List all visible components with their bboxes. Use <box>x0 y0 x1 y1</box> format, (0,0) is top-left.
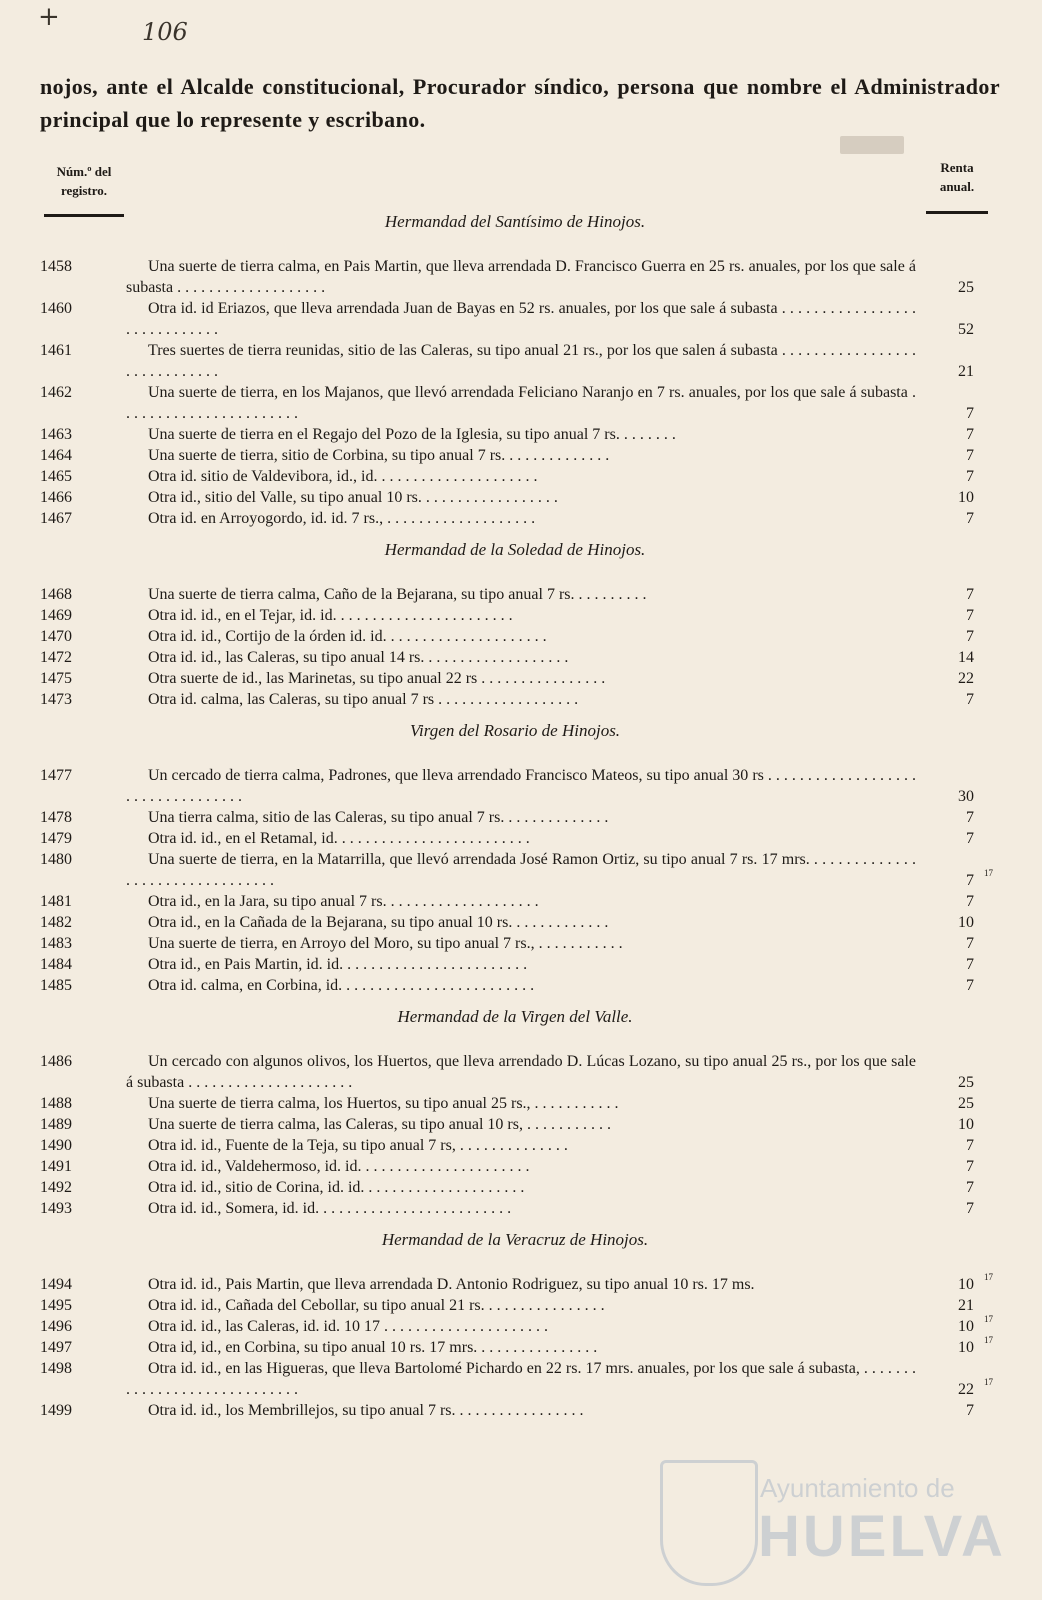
entry-number: 1485 <box>40 977 72 994</box>
register-entry <box>0 1274 1042 1295</box>
entry-rent-amount: 52 <box>958 321 974 338</box>
entry-description: Una tierra calma, sitio de las Caleras, su tipo anual 7 rs. . . . . . . . . . . . . . <box>148 809 609 826</box>
entry-number: 1496 <box>40 1318 72 1335</box>
register-entry <box>0 933 1042 954</box>
entry-description: Otra id. id., las Caleras, id. id. 10 17 . . . . . . . . . . . . . . . . . . . . . <box>148 1318 548 1335</box>
entry-number: 1477 <box>40 767 72 784</box>
entry-description: Una suerte de tierra calma, en Pais Martin, que lleva arrendada D. Francisco Guerra en 25 rs. anuales, por los que sale á subasta . . . . . . . . . . . . . . . . . . . <box>126 258 916 296</box>
entry-rent-amount: 10 <box>958 1116 974 1133</box>
entry-number: 1475 <box>40 670 72 687</box>
entry-rent-maravedis: 17 <box>984 868 993 878</box>
register-entry <box>0 626 1042 647</box>
handwritten-folio-number: 106 <box>142 18 188 46</box>
entry-description: Una suerte de tierra en el Regajo del Pozo de la Iglesia, su tipo anual 7 rs. . . . . . . . <box>148 426 676 443</box>
register-entry <box>0 912 1042 933</box>
entry-rent-amount: 10 <box>958 489 974 506</box>
section-title: Virgen del Rosario de Hinojos. <box>409 721 621 740</box>
entry-rent-amount: 21 <box>958 363 974 380</box>
register-entry <box>0 1295 1042 1316</box>
entry-rent-amount: 10 <box>958 914 974 931</box>
register-entry <box>0 508 1042 529</box>
entry-number: 1460 <box>40 300 72 317</box>
entry-description: Una suerte de tierra calma, los Huertos, su tipo anual 25 rs., . . . . . . . . . . . <box>148 1095 619 1112</box>
entry-description: Otra id. id., en el Retamal, id. . . . . . . . . . . . . . . . . . . . . . . . . <box>148 830 530 847</box>
entry-rent-amount: 10 <box>958 1276 974 1293</box>
register-entry <box>0 382 1042 424</box>
entry-number: 1463 <box>40 426 72 443</box>
entry-rent-amount: 7 <box>966 1179 974 1196</box>
entry-rent-amount: 14 <box>958 649 974 666</box>
register-entry <box>0 1156 1042 1177</box>
register-entry <box>0 975 1042 996</box>
entry-number: 1493 <box>40 1200 72 1217</box>
entry-description: Otra id, id., en Corbina, su tipo anual 10 rs. 17 mrs. . . . . . . . . . . . . . . . <box>148 1339 598 1356</box>
entry-rent-maravedis: 17 <box>984 1272 993 1282</box>
entry-description: Otra id., en Pais Martin, id. id. . . . . . . . . . . . . . . . . . . . . . . . <box>148 956 528 973</box>
entry-rent-amount: 7 <box>966 405 974 422</box>
entry-rent-amount: 7 <box>966 628 974 645</box>
entry-rent-amount: 22 <box>958 1381 974 1398</box>
entry-rent-amount: 25 <box>958 279 974 296</box>
entry-rent-amount: 7 <box>966 1158 974 1175</box>
coat-of-arms-icon <box>660 1460 758 1586</box>
entry-description: Otra id. calma, las Caleras, su tipo anual 7 rs . . . . . . . . . . . . . . . . . . <box>148 691 579 708</box>
entry-description: Otra id. id., en el Tejar, id. id. . . . . . . . . . . . . . . . . . . . . . . <box>148 607 513 624</box>
entry-number: 1486 <box>40 1053 72 1070</box>
entry-number: 1491 <box>40 1158 72 1175</box>
register-entry <box>0 445 1042 466</box>
entry-rent-amount: 7 <box>966 935 974 952</box>
entry-number: 1461 <box>40 342 72 359</box>
entry-rent-amount: 7 <box>966 447 974 464</box>
entry-number: 1462 <box>40 384 72 401</box>
watermark-line2: HUELVA <box>758 1504 1006 1569</box>
section <box>0 535 1042 710</box>
entry-number: 1464 <box>40 447 72 464</box>
entry-number: 1473 <box>40 691 72 708</box>
entry-description: Una suerte de tierra, en Arroyo del Moro, su tipo anual 7 rs., . . . . . . . . . . . <box>148 935 623 952</box>
entry-number: 1483 <box>40 935 72 952</box>
entry-description: Otra id. id., Valdehermoso, id. id. . . . . . . . . . . . . . . . . . . . . . <box>148 1158 530 1175</box>
entry-description: Una suerte de tierra, en la Matarrilla, que llevó arrendada José Ramon Ortiz, su tipo anual 7 rs. 17 mrs. . . . . . . . . . . . . . . . . . . . . . . . . . . . . . . . . <box>126 851 916 889</box>
register-entry <box>0 340 1042 382</box>
entry-rent-amount: 7 <box>966 510 974 527</box>
entry-rent-amount: 21 <box>958 1297 974 1314</box>
entry-number: 1480 <box>40 851 72 868</box>
entry-rent-amount: 7 <box>966 607 974 624</box>
entry-rent-amount: 22 <box>958 670 974 687</box>
watermark <box>640 1455 1020 1585</box>
entry-description: Otra id. calma, en Corbina, id. . . . . . . . . . . . . . . . . . . . . . . . . <box>148 977 535 994</box>
column-header-annual-rent: Renta anual. <box>939 160 975 194</box>
entry-number: 1467 <box>40 510 72 527</box>
entry-description: Otra id. id., sitio de Corina, id. id. . . . . . . . . . . . . . . . . . . . . <box>148 1179 525 1196</box>
entry-description: Otra id. id., Pais Martin, que lleva arrendada D. Antonio Rodriguez, su tipo anual 10 rs. 17 ms. <box>148 1276 755 1293</box>
entry-number: 1494 <box>40 1276 72 1293</box>
register-entry <box>0 828 1042 849</box>
entry-number: 1484 <box>40 956 72 973</box>
entry-description: Una suerte de tierra, sitio de Corbina, su tipo anual 7 rs. . . . . . . . . . . . . . <box>148 447 610 464</box>
entry-description: Otra id. id., Fuente de la Teja, su tipo anual 7 rs, . . . . . . . . . . . . . . <box>148 1137 568 1154</box>
entry-rent-amount: 7 <box>966 691 974 708</box>
entry-number: 1466 <box>40 489 72 506</box>
entry-number: 1498 <box>40 1360 72 1377</box>
entry-rent-amount: 7 <box>966 1402 974 1419</box>
register-entry <box>0 1135 1042 1156</box>
entry-rent-amount: 25 <box>958 1074 974 1091</box>
section-title: Hermandad de la Virgen del Valle. <box>397 1007 633 1026</box>
entry-description: Una suerte de tierra, en los Majanos, que llevó arrendada Feliciano Naranjo en 7 rs. anuales, por los que sale á subasta . . . . . . . . . . . . . . . . . . . . . . . <box>126 384 916 422</box>
section <box>0 207 1042 529</box>
register-entry <box>0 807 1042 828</box>
ink-smudge <box>840 136 904 154</box>
entry-description: Otra id. id., en las Higueras, que lleva Bartolomé Pichardo en 22 rs. 17 mrs. anuales, por los que sale á subasta, . . . . . . . . . . . . . . . . . . . . . . . . . . . . . <box>126 1360 916 1398</box>
entry-rent-maravedis: 17 <box>984 1314 993 1324</box>
entry-number: 1468 <box>40 586 72 603</box>
entry-number: 1478 <box>40 809 72 826</box>
register-entry <box>0 1177 1042 1198</box>
section <box>0 1002 1042 1219</box>
register-entry <box>0 1198 1042 1219</box>
register-entry <box>0 689 1042 710</box>
section-title: Hermandad de la Soledad de Hinojos. <box>384 540 646 559</box>
entry-number: 1499 <box>40 1402 72 1419</box>
entry-description: Otra id. id Eriazos, que lleva arrendada Juan de Bayas en 52 rs. anuales, por los que sale á subasta . . . . . . . . . . . . . . . . . . . . . . . . . . . . . <box>126 300 916 338</box>
register-entry <box>0 256 1042 298</box>
register-entry <box>0 487 1042 508</box>
entry-rent-amount: 7 <box>966 426 974 443</box>
entry-rent-amount: 7 <box>966 809 974 826</box>
section <box>0 1225 1042 1421</box>
entry-rent-amount: 7 <box>966 893 974 910</box>
entry-description: Otra id. en Arroyogordo, id. id. 7 rs., . . . . . . . . . . . . . . . . . . . <box>148 510 536 527</box>
entry-rent-amount: 7 <box>966 586 974 603</box>
entry-description: Otra id. sitio de Valdevibora, id., id. . . . . . . . . . . . . . . . . . . . . <box>148 468 538 485</box>
section-title: Hermandad de la Veracruz de Hinojos. <box>381 1230 649 1249</box>
register-entry <box>0 891 1042 912</box>
entry-rent-amount: 10 <box>958 1339 974 1356</box>
entry-rent-maravedis: 17 <box>984 1377 993 1387</box>
register-entry <box>0 849 1042 891</box>
entry-number: 1458 <box>40 258 72 275</box>
entry-rent-amount: 7 <box>966 830 974 847</box>
entry-rent-amount: 7 <box>966 956 974 973</box>
page-heading: nojos, ante el Alcalde constitucional, Procurador síndico, persona que nombre el Administrador principal que lo represente y escribano. <box>40 74 1000 132</box>
entry-number: 1490 <box>40 1137 72 1154</box>
entry-rent-amount: 7 <box>966 872 974 889</box>
register-entry <box>0 466 1042 487</box>
entry-number: 1489 <box>40 1116 72 1133</box>
register-entry <box>0 765 1042 807</box>
entry-description: Otra id. id., los Membrillejos, su tipo anual 7 rs. . . . . . . . . . . . . . . . . <box>148 1402 584 1419</box>
register-entry <box>0 647 1042 668</box>
register-entry <box>0 954 1042 975</box>
register-entry <box>0 1400 1042 1421</box>
entry-rent-amount: 10 <box>958 1318 974 1335</box>
entry-number: 1469 <box>40 607 72 624</box>
section-title: Hermandad del Santísimo de Hinojos. <box>384 212 646 231</box>
entry-rent-amount: 7 <box>966 977 974 994</box>
section <box>0 716 1042 996</box>
register-entry <box>0 605 1042 626</box>
register-entry <box>0 1316 1042 1337</box>
register-entry <box>0 424 1042 445</box>
entry-description: Otra suerte de id., las Marinetas, su tipo anual 22 rs . . . . . . . . . . . . . . . . <box>148 670 606 687</box>
entry-number: 1495 <box>40 1297 72 1314</box>
entry-rent-amount: 7 <box>966 468 974 485</box>
entry-number: 1472 <box>40 649 72 666</box>
watermark-line1: Ayuntamiento de <box>760 1473 955 1503</box>
entry-description: Otra id., sitio del Valle, su tipo anual 10 rs. . . . . . . . . . . . . . . . . . <box>148 489 558 506</box>
entry-description: Otra id. id., las Caleras, su tipo anual 14 rs. . . . . . . . . . . . . . . . . . . <box>148 649 569 666</box>
entry-number: 1497 <box>40 1339 72 1356</box>
entry-description: Otra id., en la Jara, su tipo anual 7 rs. . . . . . . . . . . . . . . . . . . . <box>148 893 539 910</box>
handwritten-cross: + <box>38 2 60 32</box>
entry-number: 1470 <box>40 628 72 645</box>
entry-description: Otra id., en la Cañada de la Bejarana, su tipo anual 10 rs. . . . . . . . . . . . . <box>148 914 609 931</box>
entry-rent-amount: 7 <box>966 1137 974 1154</box>
register-entry <box>0 298 1042 340</box>
entry-description: Un cercado con algunos olivos, los Huertos, que lleva arrendado D. Lúcas Lozano, su tipo anual 25 rs., por los que sale á subasta . . . . . . . . . . . . . . . . . . . . . <box>126 1053 916 1091</box>
entry-description: Otra id. id., Cañada del Cebollar, su tipo anual 21 rs. . . . . . . . . . . . . . . . <box>148 1297 605 1314</box>
entry-rent-maravedis: 17 <box>984 1335 993 1345</box>
entry-number: 1488 <box>40 1095 72 1112</box>
entry-description: Un cercado de tierra calma, Padrones, que lleva arrendado Francisco Mateos, su tipo anual 30 rs . . . . . . . . . . . . . . . . . . . . . . . . . . . . . . . . . . <box>126 767 916 805</box>
register-entry <box>0 1114 1042 1135</box>
register-entry <box>0 584 1042 605</box>
entry-number: 1465 <box>40 468 72 485</box>
entry-rent-amount: 7 <box>966 1200 974 1217</box>
entry-description: Una suerte de tierra calma, Caño de la Bejarana, su tipo anual 7 rs. . . . . . . . . . <box>148 586 647 603</box>
entry-rent-amount: 30 <box>958 788 974 805</box>
entry-rent-amount: 25 <box>958 1095 974 1112</box>
entries-list <box>0 207 1042 1427</box>
register-entry <box>0 1337 1042 1358</box>
entry-number: 1479 <box>40 830 72 847</box>
register-entry <box>0 1051 1042 1093</box>
entry-description: Otra id. id., Cortijo de la órden id. id. . . . . . . . . . . . . . . . . . . . . <box>148 628 547 645</box>
entry-description: Una suerte de tierra calma, las Caleras, su tipo anual 10 rs, . . . . . . . . . . . <box>148 1116 611 1133</box>
entry-number: 1492 <box>40 1179 72 1196</box>
entry-description: Otra id. id., Somera, id. id. . . . . . . . . . . . . . . . . . . . . . . . . <box>148 1200 512 1217</box>
register-entry <box>0 1093 1042 1114</box>
column-header-register-number: Núm.º del registro. <box>56 164 112 198</box>
entry-description: Tres suertes de tierra reunidas, sitio de las Caleras, su tipo anual 21 rs., por los que salen á subasta . . . . . . . . . . . . . . . . . . . . . . . . . . . . . <box>126 342 916 380</box>
entry-number: 1481 <box>40 893 72 910</box>
register-entry <box>0 1358 1042 1400</box>
register-entry <box>0 668 1042 689</box>
entry-number: 1482 <box>40 914 72 931</box>
